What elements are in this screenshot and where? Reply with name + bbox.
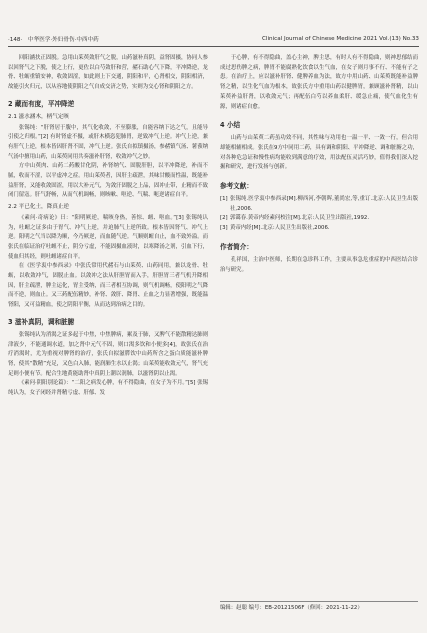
- paragraph-2-2-b: 在《医学衷中参西录》中张氏常用代赭石与山茱萸、山药同用，兼以龙骨、牡蛎，以收敛冲气，固脱止血。以敛冲之法从肝胆胃而入手，肝胆胃三者气机升降相因，肝主疏泄，脾主运化，胃主受纳，而三者相互协调，则气机调畅，使阳明之气降而不逆，则血止。又三药配伍精妙，补肾、敛肝、降胃、止血之力显著增强，既能温肾阳，又可益精血，使之阴阳平衡，从而达到治病之目的。: [8, 263, 208, 309]
- journal-english-title: Clinical Journal of Chinese Medicine 2021 Vol.(13) No.33: [262, 36, 419, 42]
- reference-item: [3] 黄帝内经[M].北京:人民卫生出版社,2006.: [220, 225, 330, 232]
- reference-item: [2] 郭霭春.黄帝内经素问校注[M].北京:人民卫生出版社,1992.: [220, 215, 370, 222]
- author-paragraph: 孔祥国，主治中医师，长期在急诊科工作，主要从事急危重症的中西医结合诊治与研究。: [220, 256, 418, 273]
- header-divider: [8, 46, 419, 47]
- continued-paragraph: 于心脾，有不得隐曲，盖心主神，脾主思，有时人有不得隐曲，则神思郁结而成过思伤脾之病，脾胃不能腐熟化饮食以生气血，在女子则月事不行、不能有子之患。在治疗上，应以滋补肝肾、健脾养血为法，故方中用山药、山茱萸既能补益脾肾之精，以生化气血为根本，故张氏方中重用山药以健脾胃，兼顾滋补肾精，以山茱萸补益肝肾，以收敛元气；再配伍白芍以养血柔肝、缓急止痛，使气血化生有源，则诸症自愈。: [220, 55, 418, 110]
- page-header: [8, 33, 419, 45]
- references-heading: 参考文献：: [220, 182, 253, 191]
- section-3-heading: 3 滋补真阴，调和脏腑: [8, 317, 75, 326]
- left-column: [8, 54, 208, 622]
- paragraph-2-1-b: 方中山萸肉、山药二药酸甘化阴，补肾纳气、固脱肝胆，以平冲降逆，补而不腻，收而不涩，以平虚冲之症。用山茱萸者，因肝主疏泄，其味甘酸而性温，既能补益肝肾，又能收敛固涩，用以大补元气，为敛汗固脱之上品，固冲止带，止精而不致闭门留寇。肝气舒畅，从而气机调畅，则咳嗽、呕逆、气喘、呃逆诸症自平。: [8, 163, 208, 199]
- journal-chinese-title: 中华医学·外妇骨伤·中西中药: [28, 37, 99, 43]
- header-right: [262, 36, 419, 42]
- references-list: [220, 195, 418, 234]
- paragraph-2-1-a: 张锡纯：“肝肾居于腹中，其气化收敛，不至膨胀，自能容纳下达之气，且能导引使之归根。”[2] 有时肾虚不摄，或肝木横恣犯肺胃，逆致冲气上逆。冲气上逆，兼有肝气上逆，根本皆因肝肾不固，冲气上逆。张氏自拟镇摄汤，参赭镇气汤、薯蓣纳气汤中擅用山药，山茱萸同用共奏滋补肝肾，收敛冲气之妙。: [8, 124, 208, 160]
- reference-item: [1] 张锡纯.医学衷中参西录[M].柳西河,李朝晖,董尚宏,等,重订.北京:人民卫生出版社,2006.: [220, 196, 418, 212]
- editor-note: 编辑：赵聪 编号：EB-20121506F（修回：2021-11-22）: [220, 601, 418, 613]
- subsection-2-1-heading: 2.1 滋水涵木，柄气定咳: [8, 113, 70, 120]
- author-heading: 作者简介：: [220, 242, 253, 251]
- header-left: [8, 35, 99, 43]
- summary-paragraph: 山药与山茱萸二药虽功效不同，其性味与功用也一温一平、一敛一行，但合用却能相辅相成。张氏在9方中同用二药，具有调和阴阳、平冲降逆、调和脏腑之功，对各种危急证和慢性病均能收到满意的疗效，用法配伍灵活巧妙，值得我们深入挖掘和研究，进行发扬与创新。: [220, 135, 418, 171]
- right-column: [220, 54, 418, 622]
- page-number: ·148·: [8, 37, 23, 43]
- intro-paragraph: 回阳涵扶正固脱。急用山茱萸敛肝气之脱，山药滋补真阴，益肾固摄，协同人参以回肾气之下脱，使之上行，更佐以白芍敛肝和营，赭石助心气下降，平冲降逆，龙骨、牡蛎重镇安神，收敛固涩，如此则上下交通，阴阳和平，心肾相交，阴阳相济，故能引火归元，以从容地使阴阳之气自成交济之势，实则为交心肾和阴阳之方。: [8, 55, 208, 91]
- section-2-heading: 2 藏而有度，平冲降逆: [8, 99, 75, 108]
- subsection-2-2-heading: 2.2 平已化土，降真止逆: [8, 204, 70, 211]
- paragraph-2-2-a: 《素问·奇病论》曰：“阳明厥逆，喘咳身热，善惊、衄、呕血。”[3] 张锡纯认为，吐衄之证多由于胃气、冲气上逆，并迫肺气上逆所致。根本皆因肾气、冲气上逆。阳明之气当以降为顺，今乃厥逆，而血随气逆。气顺则衄自止，血不致外溢。而张氏在临证治疗吐衄不止，阴分亏虚，不能固摄血液时，以寒降汤之剂，引血下行，使血归其经，则吐衄诸症自平。: [8, 214, 208, 260]
- section-4-heading: 4 小结: [220, 121, 241, 130]
- paragraph-3-a: 张锡纯认为消渴之证多起于中焦，中焦脾病，累及于肺，又脾气不能散精达肺则津液少，不能通调水道，加之肾中元气不固，则口渴多饮和小便多[4]，故张氏在治疗消渴时，尤为重视对脾肾的治疗，张氏自拟滋膵饮中山药所含之蛋白质能滋补脾肾，使其“散精”充足，又色白入肺，能润肺生水以止渴；山茱萸能收敛元气，肾气充足则小便有节。配合生地黄能助肾中真阴上潮以润肺，以滋肾阴以止渴。: [8, 331, 208, 377]
- paragraph-3-b: 《素问·阴阳别论篇》：“二阳之病发心脾，有不得隐曲，在女子为不月。”[5] 张锡纯认为，女子闭经并肾精亏虚、肝郁、发: [8, 380, 208, 397]
